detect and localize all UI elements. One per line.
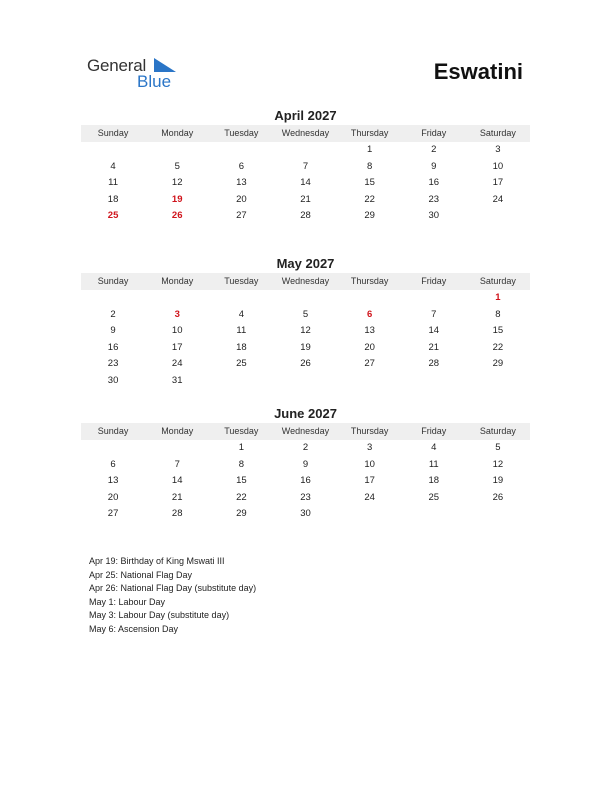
weekday-header: Wednesday: [281, 128, 330, 138]
holiday-list-item: May 6: Ascension Day: [89, 623, 179, 634]
week-row: [81, 356, 530, 373]
date-cell: 17: [492, 177, 504, 188]
holiday-list-item: May 3: Labour Day (substitute day): [89, 610, 230, 620]
weekday-header-row: [81, 273, 530, 290]
date-cell: [145, 142, 209, 159]
date-cell: 2: [302, 442, 309, 453]
weekday-header: Friday: [421, 276, 447, 286]
holiday-date-cell: 19: [171, 193, 183, 205]
weekday-header: Saturday: [479, 276, 516, 286]
date-cell: 21: [171, 491, 183, 503]
date-cell: 8: [238, 458, 244, 470]
date-cell: [209, 290, 273, 307]
holiday-list-item: Apr 25: National Flag Day: [89, 569, 193, 580]
date-cell: 5: [174, 160, 180, 172]
date-cell: 12: [300, 325, 311, 336]
date-cell: 27: [236, 210, 247, 221]
date-cell: 15: [236, 475, 247, 486]
date-cell: 1: [238, 442, 244, 453]
date-cell: 13: [364, 325, 375, 336]
date-cell: [338, 373, 402, 390]
date-cell: [402, 373, 466, 390]
date-cell: 3: [495, 144, 501, 155]
country-title: Eswatini: [433, 59, 523, 84]
date-cell: [209, 142, 273, 159]
date-cell: 14: [428, 325, 440, 336]
weekday-header-row: [81, 423, 530, 440]
date-cell: [81, 290, 145, 307]
date-cell: 10: [492, 160, 504, 172]
date-cell: 3: [366, 442, 373, 453]
weekday-header: Tuesday: [224, 426, 259, 436]
date-cell: [338, 506, 402, 523]
week-row: [81, 192, 530, 209]
date-cell: 17: [364, 475, 375, 486]
holiday-list: [89, 555, 256, 636]
weekday-header: Saturday: [479, 426, 516, 436]
weekday-header: Sunday: [97, 426, 129, 436]
weekday-header: Wednesday: [281, 426, 330, 436]
week-row: [81, 208, 530, 225]
month-may: [81, 255, 530, 389]
date-cell: 13: [107, 475, 119, 486]
holiday-list-item: Apr 19: Birthday of King Mswati III: [89, 556, 225, 566]
date-cell: 29: [492, 358, 504, 369]
date-cell: 18: [428, 475, 440, 486]
date-cell: 25: [428, 491, 440, 503]
weekday-header: Thursday: [350, 426, 389, 436]
logo-general-text: General: [87, 56, 147, 75]
date-cell: 24: [492, 193, 504, 205]
weekday-header: Tuesday: [224, 276, 259, 286]
date-cell: [338, 290, 402, 307]
date-cell: 20: [364, 341, 375, 353]
date-cell: 10: [364, 458, 375, 470]
date-cell: 8: [495, 308, 501, 320]
date-cell: 27: [364, 358, 375, 369]
date-cell: [81, 142, 145, 159]
weekday-header: Friday: [421, 128, 447, 138]
week-row: [81, 490, 530, 507]
date-cell: 23: [107, 358, 119, 369]
date-cell: [81, 440, 145, 457]
date-cell: 17: [171, 341, 183, 353]
weekday-header: Sunday: [97, 276, 129, 286]
date-cell: [466, 373, 530, 390]
date-cell: 11: [428, 458, 439, 470]
date-cell: 11: [236, 325, 247, 336]
holiday-list-item: May 1: Labour Day: [89, 596, 166, 607]
date-cell: [402, 506, 466, 523]
holiday-list-item: Apr 26: National Flag Day (substitute day): [89, 583, 257, 593]
date-cell: 22: [364, 193, 375, 205]
date-cell: 16: [107, 341, 119, 353]
date-cell: 28: [428, 358, 440, 369]
date-cell: 12: [171, 177, 183, 188]
week-row: [81, 142, 530, 159]
date-cell: 24: [171, 358, 183, 369]
week-row: [81, 340, 530, 357]
date-cell: 6: [238, 160, 244, 172]
date-cell: 28: [300, 210, 311, 221]
date-cell: 4: [110, 160, 116, 172]
week-row: [81, 175, 530, 192]
week-row: [81, 307, 530, 324]
date-cell: [145, 290, 209, 307]
date-cell: 29: [364, 210, 375, 221]
weekday-header: Friday: [421, 426, 447, 436]
date-cell: 9: [431, 160, 437, 172]
week-row: [81, 506, 530, 523]
date-cell: 14: [171, 475, 183, 486]
week-row: [81, 440, 530, 457]
date-cell: [402, 290, 466, 307]
date-cell: 10: [171, 325, 183, 336]
week-row: [81, 457, 530, 474]
date-cell: 19: [492, 475, 504, 486]
date-cell: 4: [238, 308, 244, 320]
logo-triangle-icon: [154, 58, 176, 72]
date-cell: [273, 290, 337, 307]
date-cell: 27: [107, 508, 119, 519]
date-cell: 25: [236, 358, 247, 369]
date-cell: 5: [495, 442, 501, 453]
weekday-header-row: [81, 125, 530, 142]
date-cell: 20: [107, 491, 119, 503]
weekday-header: Thursday: [350, 276, 389, 286]
date-cell: 8: [366, 160, 373, 172]
holiday-date-cell: 1: [495, 292, 501, 303]
date-cell: 16: [428, 177, 440, 188]
date-cell: [145, 440, 209, 457]
week-row: [81, 323, 530, 340]
weekday-header: Sunday: [97, 128, 129, 138]
date-cell: 26: [300, 358, 311, 369]
weekday-header: Monday: [161, 128, 194, 138]
date-cell: 5: [302, 308, 309, 320]
weekday-header: Monday: [161, 426, 194, 436]
holiday-date-cell: 26: [171, 210, 183, 221]
date-cell: 20: [236, 193, 247, 205]
date-cell: 23: [300, 491, 311, 503]
date-cell: 1: [366, 144, 373, 155]
date-cell: 22: [236, 491, 247, 503]
date-cell: 28: [171, 508, 183, 519]
date-cell: [273, 142, 337, 159]
logo-blue-text: Blue: [137, 72, 172, 91]
month-june: [81, 405, 530, 523]
generalblue-logo: [87, 56, 187, 92]
date-cell: 2: [431, 144, 437, 155]
date-cell: 13: [236, 177, 247, 188]
date-cell: 4: [431, 442, 437, 453]
weekday-header: Wednesday: [281, 276, 330, 286]
date-cell: 31: [171, 374, 183, 386]
date-cell: 9: [110, 325, 116, 336]
week-row: [81, 290, 530, 307]
date-cell: 7: [174, 458, 180, 470]
date-cell: 11: [108, 177, 118, 188]
date-cell: 18: [236, 341, 247, 353]
date-cell: 30: [428, 210, 440, 221]
date-cell: 14: [300, 177, 311, 188]
date-cell: 24: [364, 491, 375, 503]
date-cell: 6: [110, 458, 116, 470]
date-cell: 16: [300, 475, 311, 486]
week-row: [81, 159, 530, 176]
date-cell: 30: [300, 508, 311, 519]
date-cell: 23: [428, 193, 440, 205]
month-title: May 2027: [276, 256, 335, 271]
date-cell: [466, 506, 530, 523]
date-cell: [209, 373, 273, 390]
date-cell: 19: [300, 341, 311, 353]
date-cell: 18: [107, 193, 119, 205]
date-cell: [273, 373, 337, 390]
date-cell: 30: [107, 374, 119, 386]
date-cell: 7: [302, 160, 309, 172]
holiday-date-cell: 6: [366, 308, 373, 320]
date-cell: 22: [492, 341, 504, 353]
date-cell: 9: [302, 458, 309, 470]
date-cell: [466, 208, 530, 225]
date-cell: 15: [492, 325, 504, 336]
date-cell: 21: [428, 341, 440, 353]
month-title: April 2027: [274, 108, 337, 123]
holiday-date-cell: 25: [107, 210, 119, 221]
date-cell: 26: [492, 491, 504, 503]
week-row: [81, 373, 530, 390]
weekday-header: Thursday: [350, 128, 389, 138]
holiday-date-cell: 3: [174, 308, 180, 320]
weekday-header: Tuesday: [224, 128, 259, 138]
date-cell: 29: [236, 508, 247, 519]
month-title: June 2027: [274, 406, 337, 421]
date-cell: 15: [364, 177, 375, 188]
date-cell: 21: [300, 193, 311, 205]
weekday-header: Saturday: [479, 128, 516, 138]
date-cell: 7: [431, 308, 437, 320]
week-row: [81, 473, 530, 490]
month-april: [81, 107, 530, 225]
date-cell: 12: [492, 458, 504, 470]
date-cell: 2: [110, 308, 116, 320]
weekday-header: Monday: [161, 276, 194, 286]
